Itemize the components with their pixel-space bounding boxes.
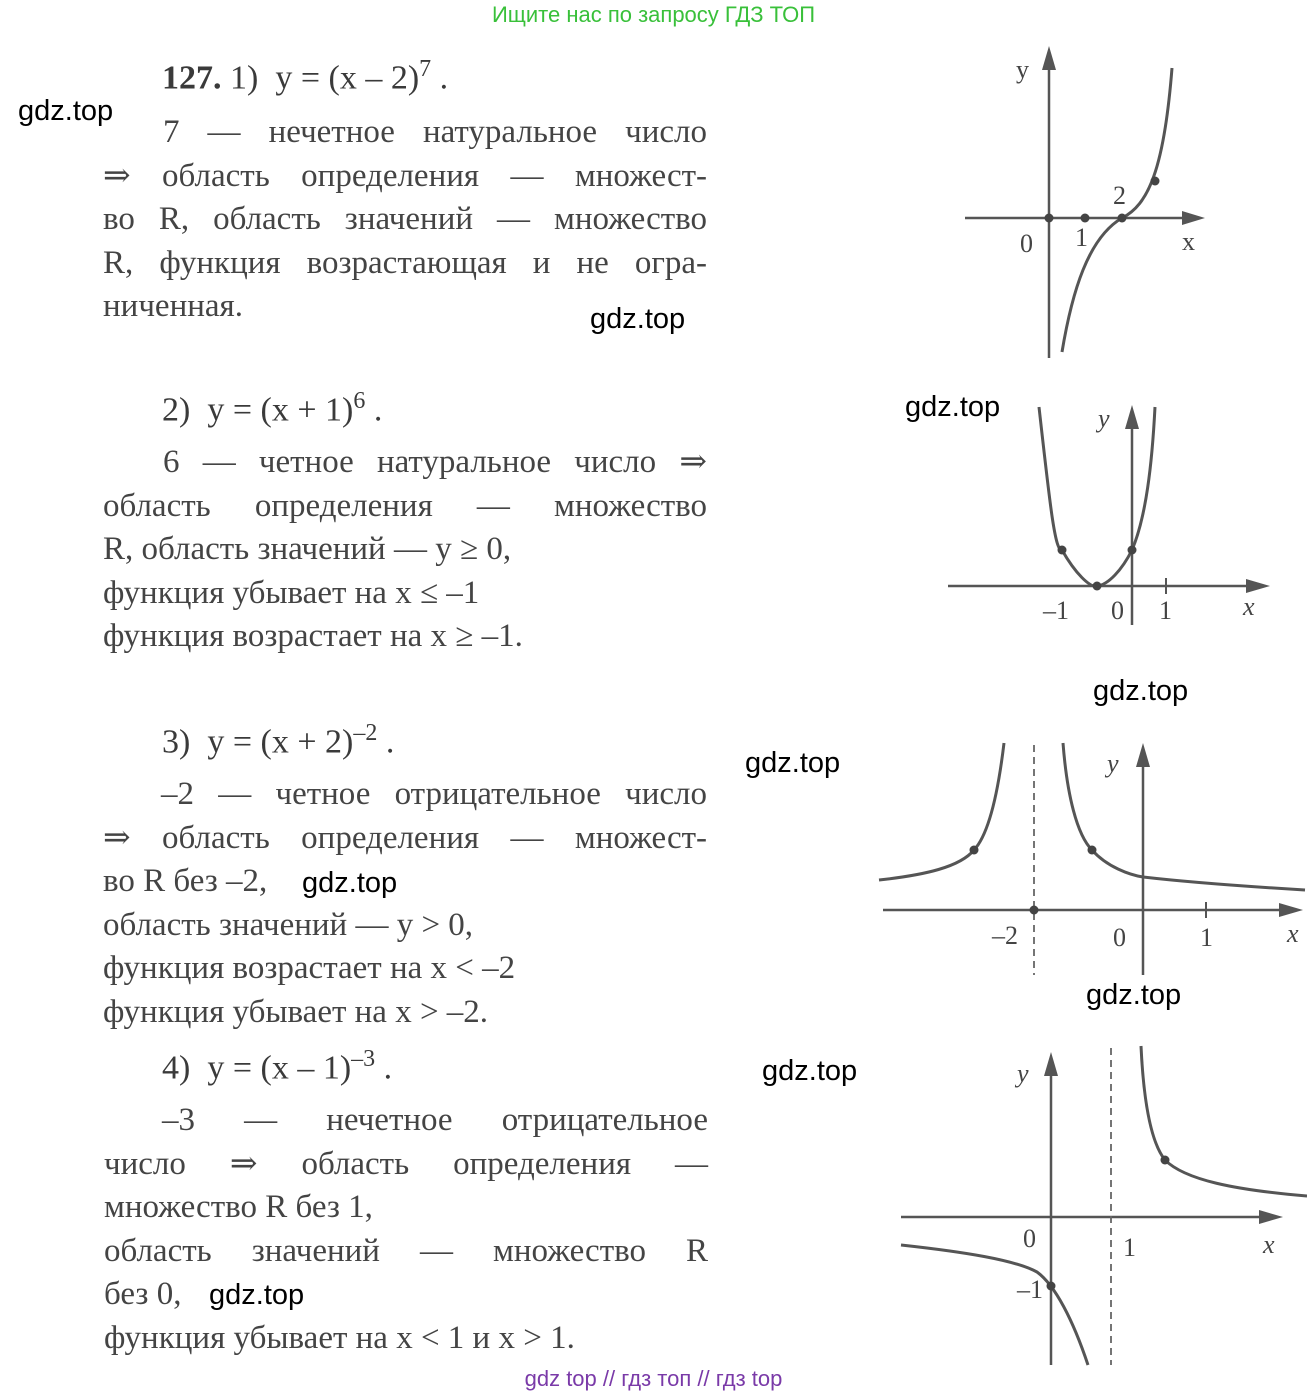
graph-3-origin-label: 0	[1113, 923, 1126, 952]
watermark-2: gdz.top	[590, 303, 686, 335]
part-4-label: 4)	[162, 1049, 191, 1087]
graph-3-y-label: y	[1107, 749, 1119, 778]
graph-1	[950, 40, 1220, 365]
problem-number: 127.	[162, 59, 222, 97]
graph-3-tick-1: 1	[1200, 923, 1213, 952]
graph-1-y-label: y	[1016, 55, 1029, 84]
part-3-expression: y = (x + 2)	[207, 723, 354, 761]
part-3-label: 3)	[162, 723, 191, 761]
part-3-line-2: ⇒ область определения — множест-	[103, 819, 707, 856]
graph-4-tick-1: 1	[1123, 1233, 1136, 1262]
watermark-3: gdz.top	[905, 391, 1001, 423]
graph-4-left-branch	[901, 1245, 1088, 1365]
part-3-line-5: функция возрастает на x < –2	[103, 950, 516, 986]
part-1-line-2: ⇒ область определения — множест-	[103, 157, 707, 194]
graph-4-x-label: x	[1263, 1230, 1275, 1259]
graph-3-y-arrow	[1136, 743, 1150, 767]
part-3-line-4: область значений — y > 0,	[103, 906, 474, 943]
part-4-line-2: число ⇒ область определения —	[104, 1145, 708, 1182]
graph-3-point-axis	[1030, 906, 1039, 915]
graph-3-point-right	[1088, 846, 1097, 855]
graph-2-curve	[1039, 407, 1155, 586]
graph-1-x-arrow	[1182, 211, 1205, 225]
graph-2-point-vertex	[1093, 582, 1102, 591]
part-2-text	[103, 441, 707, 659]
part-2-line-3: R, область значений — y ≥ 0,	[103, 531, 512, 567]
graph-2-y-label: y	[1098, 404, 1110, 433]
graph-1-x-label: x	[1182, 227, 1195, 256]
graph-1-tick-2: 2	[1113, 181, 1126, 210]
graph-1-curve	[1062, 68, 1172, 352]
watermark-4: gdz.top	[1093, 675, 1189, 707]
graph-4-y-label: y	[1017, 1059, 1029, 1088]
part-4-expression: y = (x – 1)	[207, 1049, 352, 1087]
part-4-exponent: –3	[351, 1046, 376, 1072]
part-2-expression: y = (x + 1)	[207, 391, 354, 429]
graph-4-tick-neg1: –1	[1017, 1275, 1043, 1304]
graph-4	[895, 1040, 1307, 1370]
part-3-line-6: функция убывает на x > –2.	[103, 993, 489, 1030]
part-2-line-1: 6 — четное натуральное число ⇒	[163, 444, 707, 480]
graph-2-x-label: x	[1243, 592, 1255, 621]
part-2-line-4: функция убывает на x ≤ –1	[103, 574, 480, 611]
part-4-line-4: область значений — множество R	[104, 1232, 708, 1269]
graph-1-tick-1: 1	[1075, 223, 1088, 252]
part-1-expression: y = (x – 2)	[275, 59, 420, 97]
graph-2	[940, 395, 1280, 630]
part-2-exponent: 6	[353, 388, 366, 414]
graph-1-point-2	[1118, 214, 1127, 223]
part-4-trail: .	[383, 1049, 393, 1087]
part-3-exponent: –2	[353, 720, 378, 746]
part-4-line-5: без 0,	[104, 1276, 182, 1312]
graph-1-y-arrow	[1042, 46, 1056, 70]
watermark-5: gdz.top	[745, 747, 841, 779]
part-2-formula	[162, 388, 382, 429]
graph-2-point-right	[1128, 546, 1137, 555]
graph-2-origin-label: 0	[1111, 596, 1124, 625]
graph-1-point-1	[1081, 214, 1090, 223]
graph-3-left-branch	[879, 743, 1004, 880]
watermark-8: gdz.top	[762, 1055, 858, 1087]
graph-3-x-arrow	[1279, 903, 1303, 917]
watermark-1: gdz.top	[18, 95, 114, 127]
graph-3-tick-neg2: –2	[992, 921, 1018, 950]
graph-1-point-3	[1151, 177, 1160, 186]
graph-2-y-arrow	[1125, 405, 1139, 429]
part-1-line-1: 7 — нечетное натуральное число	[163, 114, 707, 150]
part-2-label: 2)	[162, 391, 191, 429]
part-1-trail: .	[439, 59, 449, 97]
part-1-label: 1)	[230, 59, 259, 97]
part-3-line-3: во R без –2,	[103, 863, 268, 899]
graph-4-right-branch	[1141, 1046, 1307, 1196]
graph-2-x-arrow	[1246, 579, 1270, 593]
graph-3-right-branch	[1063, 743, 1305, 890]
graph-1-origin-label: 0	[1020, 229, 1033, 258]
watermark-9: gdz.top	[209, 1279, 305, 1311]
graph-4-point-left	[1047, 1282, 1056, 1291]
part-3-trail: .	[385, 723, 395, 761]
graph-4-y-arrow	[1044, 1052, 1058, 1076]
watermark-7: gdz.top	[1086, 979, 1182, 1011]
part-3-formula	[162, 720, 394, 761]
part-4-line-3: множество R без 1,	[104, 1189, 373, 1225]
part-4-line-6: функция убывает на x < 1 и x > 1.	[104, 1319, 575, 1356]
part-1-text	[103, 111, 707, 329]
part-2-line-2: область определения — множество	[103, 487, 707, 524]
part-1-exponent: 7	[419, 56, 432, 82]
graph-2-tick-1: 1	[1159, 596, 1172, 625]
watermark-6: gdz.top	[302, 867, 398, 899]
graph-3-point-left	[970, 846, 979, 855]
part-1-line-3: во R, область значений — множество	[103, 201, 707, 237]
footer-links: gdz top // гдз топ // гдз top	[524, 1366, 783, 1391]
part-3-text	[103, 773, 707, 1034]
part-3-line-1: –2 — четное отрицательное число	[161, 776, 707, 812]
part-2-line-5: функция возрастает на x ≥ –1.	[103, 618, 523, 654]
part-4-formula	[162, 1046, 392, 1087]
part-1-line-5: ниченная.	[103, 288, 243, 324]
graph-3	[875, 735, 1307, 980]
part-2-trail: .	[373, 391, 383, 429]
part-1-formula	[162, 56, 448, 97]
graph-2-point-left	[1058, 546, 1067, 555]
part-4-line-1: –3 — нечетное отрицательное	[162, 1102, 708, 1138]
graph-4-point-right	[1161, 1156, 1170, 1165]
graph-3-x-label: x	[1287, 919, 1299, 948]
graph-2-tick-neg1: –1	[1043, 596, 1069, 625]
graph-4-origin-label: 0	[1023, 1224, 1036, 1253]
part-1-line-4: R, функция возрастающая и не огра-	[103, 244, 707, 281]
search-banner: Ищите нас по запросу ГДЗ ТОП	[491, 2, 816, 27]
graph-1-point-origin	[1045, 214, 1054, 223]
part-4-text	[104, 1099, 708, 1360]
graph-4-x-arrow	[1259, 1210, 1283, 1224]
